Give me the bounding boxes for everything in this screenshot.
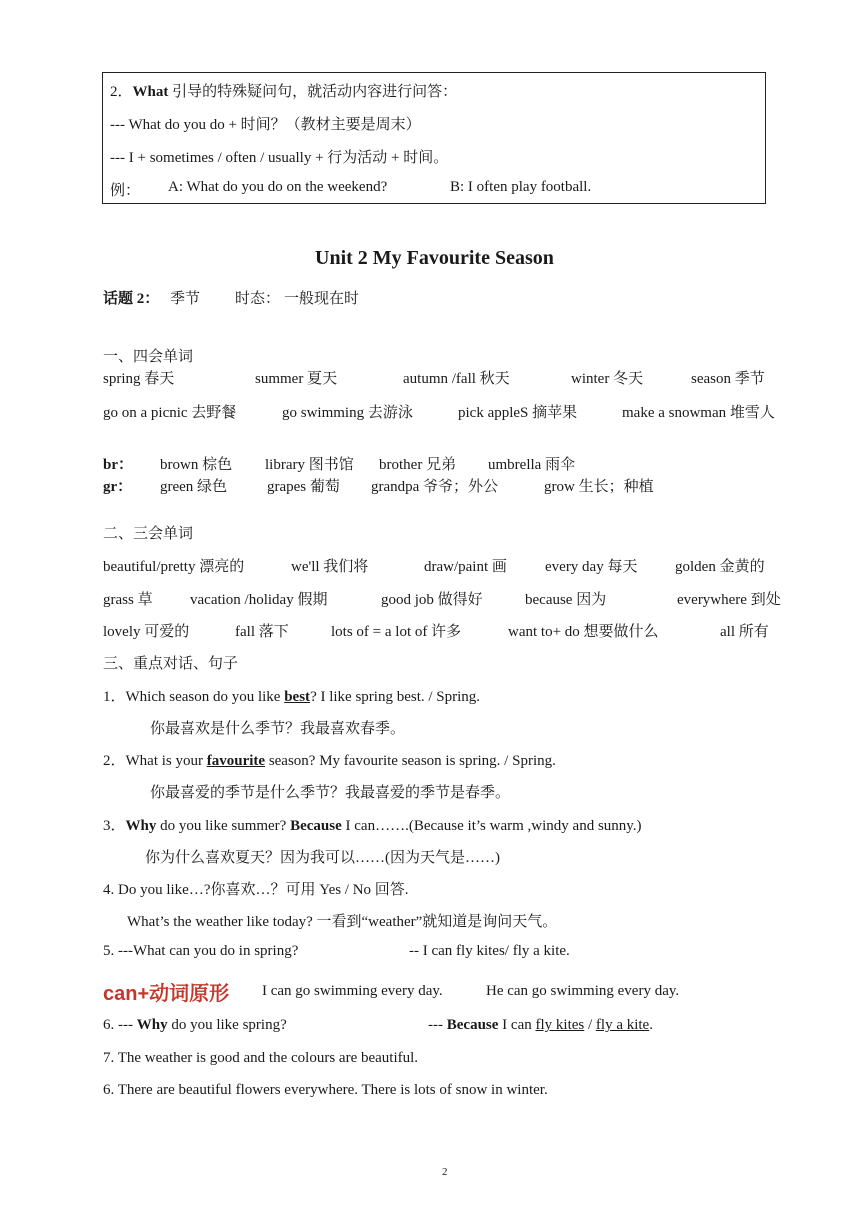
sentence-3: 3．Why do you like summer? Because I can…….(Because it’s warm ,windy and sunny.) [103, 818, 642, 834]
can-rule-label: can+动词原形 [103, 983, 230, 1005]
word-item: go swimming 去游泳 [282, 405, 413, 421]
sentence-2-translation: 你最喜爱的季节是什么季节？我最喜爱的季节是春季。 [150, 785, 511, 801]
section-1-heading: 一、四会单词 [103, 349, 194, 365]
word-item: library 图书馆 [265, 457, 354, 473]
sentence-5-question: 5. ---What can you do in spring? [103, 943, 299, 959]
word-item: every day 每天 [545, 559, 638, 575]
word-item: grandpa 爷爷；外公 [371, 479, 499, 495]
word-item: beautiful/pretty 漂亮的 [103, 559, 245, 575]
page-number: 2 [442, 1166, 448, 1178]
box-example-b: B: I often play football. [450, 179, 592, 195]
sentence-2: 2．What is your favourite season? My favourite season is spring. / Spring. [103, 753, 556, 769]
sentence-6-question: 6. --- Why do you like spring? [103, 1017, 287, 1033]
word-item: autumn /fall 秋天 [403, 371, 510, 387]
sentence-1: 1．Which season do you like best? I like spring best. / Spring. [103, 689, 481, 705]
br-label: br： [103, 457, 134, 473]
word-item: grass 草 [103, 592, 153, 608]
word-item: make a snowman 堆雪人 [622, 405, 775, 421]
word-item: vacation /holiday 假期 [190, 592, 328, 608]
word-item: golden 金黄的 [675, 559, 765, 575]
can-example-2: He can go swimming every day. [486, 983, 680, 999]
word-item: spring 春天 [103, 371, 175, 387]
sentence-8: 6. There are beautiful flowers everywhere. There is lots of snow in winter. [103, 1082, 548, 1098]
word-item: go on a picnic 去野餐 [103, 405, 237, 421]
word-item: want to+ do 想要做什么 [508, 624, 659, 640]
sentence-5-answer: -- I can fly kites/ fly a kite. [409, 943, 570, 959]
word-item: season 季节 [691, 371, 765, 387]
sentence-4-note: What’s the weather like today? 一看到“weather”就知道是询问天气。 [127, 914, 558, 930]
word-item: brown 棕色 [160, 457, 233, 473]
word-item: summer 夏天 [255, 371, 338, 387]
tense-label: 时态： [235, 291, 281, 307]
sentence-1-translation: 你最喜欢是什么季节？我最喜欢春季。 [150, 721, 406, 737]
word-item: winter 冬天 [571, 371, 644, 387]
box-example-a: A: What do you do on the weekend? [168, 179, 388, 195]
word-item: good job 做得好 [381, 592, 483, 608]
can-example-1: I can go swimming every day. [262, 983, 443, 999]
sentence-6-answer: --- Because I can fly kites / fly a kite. [428, 1017, 653, 1033]
word-item: grow 生长；种植 [544, 479, 654, 495]
word-item: all 所有 [720, 624, 769, 640]
sentence-7: 7. The weather is good and the colours are beautiful. [103, 1050, 419, 1066]
word-item: because 因为 [525, 592, 607, 608]
topic-label: 话题 2： [103, 291, 160, 307]
unit-title: Unit 2 My Favourite Season [315, 247, 554, 269]
word-item: grapes 葡萄 [267, 479, 340, 495]
box-line-1: 2．What 引导的特殊疑问句，就活动内容进行问答： [110, 84, 458, 100]
box-line-2: --- What do you do + 时间？（教材主要是周末） [110, 117, 421, 133]
gr-label: gr： [103, 479, 133, 495]
word-item: we'll 我们将 [291, 559, 369, 575]
word-item: lovely 可爱的 [103, 624, 190, 640]
sentence-3-translation: 你为什么喜欢夏天？因为我可以……(因为天气是……) [145, 850, 500, 866]
topic-value: 季节 [170, 291, 201, 307]
word-item: pick appleS 摘苹果 [458, 405, 578, 421]
word-item: lots of = a lot of 许多 [331, 624, 462, 640]
section-3-heading: 三、重点对话、句子 [103, 656, 239, 672]
section-2-heading: 二、三会单词 [103, 526, 194, 542]
word-item: draw/paint 画 [424, 559, 507, 575]
box-example-label: 例： [110, 183, 141, 199]
tense-value: 一般现在时 [284, 291, 360, 307]
sentence-4: 4. Do you like…?你喜欢…？可用 Yes / No 回答. [103, 882, 409, 898]
box-line-3: --- I + sometimes / often / usually + 行为活动 + 时间。 [110, 150, 449, 166]
word-item: umbrella 雨伞 [488, 457, 576, 473]
word-item: brother 兄弟 [379, 457, 457, 473]
word-item: everywhere 到处 [677, 592, 781, 608]
word-item: fall 落下 [235, 624, 289, 640]
word-item: green 绿色 [160, 479, 228, 495]
